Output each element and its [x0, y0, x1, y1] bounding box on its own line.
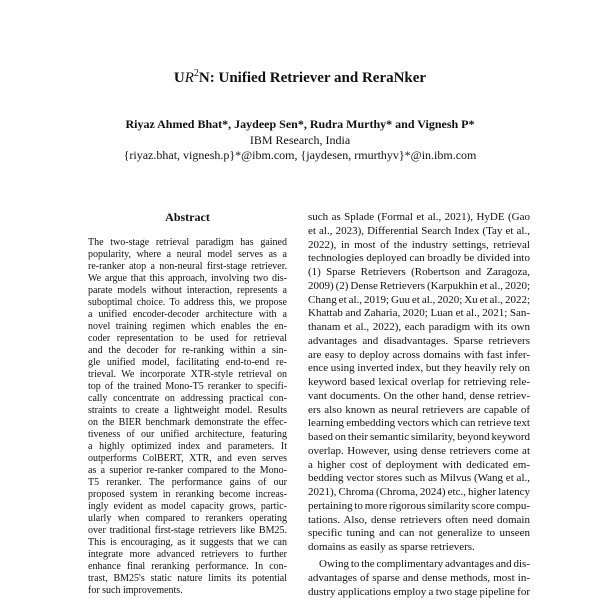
text-line: integrate more advanced retrievers to further	[88, 549, 287, 560]
text-line: re-ranker atop a non-neural first-stage retriever.	[88, 261, 287, 272]
text-line: on the BIER benchmark demonstrate the effec-	[88, 417, 287, 428]
text-line: parate models without interaction, represents a	[88, 285, 287, 296]
text-line: We argue that this approach, involving two dis-	[88, 273, 287, 284]
text-line: (1) Sparse Retrievers (Robertson and Zaragoza,	[308, 266, 530, 278]
text-line: 2022), in most of the industry settings, retrieval	[308, 238, 530, 251]
text-line: ence using inverted index, but they heavily rely on	[308, 362, 530, 375]
text-line: trieval. We incorporate XTR-style retrieval on	[88, 369, 287, 380]
text-line: over traditional first-stage retrievers like BM25.	[88, 525, 287, 536]
text-line: proposed system in reranking become increas-	[88, 489, 287, 500]
text-line: overlap. However, using dense retrievers come at	[308, 444, 530, 457]
text-line: are easy to deploy across domains with fast infer-	[308, 348, 530, 361]
text-line: dustry applications employ a two stage pipeline for	[308, 585, 530, 598]
text-line: T5 reranker. The performance gains of our	[88, 477, 287, 488]
text-line: advantages of sparse and dense methods, most in-	[308, 572, 530, 584]
abstract-heading: Abstract	[165, 210, 210, 224]
text-line: cally concentrate on addressing practical con-	[88, 393, 287, 404]
text-line: and the decoder for re-ranking within a sin-	[88, 345, 287, 356]
title-letter-u: U	[173, 70, 185, 86]
text-line: coder representation to be used for retrieval	[88, 333, 287, 344]
text-line: bedding vector stores such as Milvus (Wang et al.,	[308, 472, 530, 485]
text-line: such as Splade (Formal et al., 2021), HyDE (Gao	[308, 211, 530, 223]
text-line: ularly when compared to rerankers operating	[88, 513, 287, 524]
text-line: straints to create a lightweight model. Results	[88, 405, 287, 416]
text-line: thanam et al., 2022), each paradigm with its own	[308, 321, 530, 333]
text-line: as a superior re-ranker compared to the Mono-	[88, 465, 287, 476]
text-line: tations. Also, dense retrievers often need domain	[308, 513, 530, 526]
text-line: based on their semantic similarity, beyond keyword	[308, 431, 530, 443]
text-line: pertaining to more rigorous similarity score compu-	[308, 499, 530, 512]
author-list: Riyaz Ahmed Bhat*, Jaydeep Sen*, Rudra Murthy* and Vignesh P*	[125, 117, 475, 131]
paper-title	[0, 69, 600, 87]
text-line: keyword based lexical overlap for retrieving rele-	[308, 376, 530, 388]
text-line: domains as easily as sparse retrievers.	[308, 541, 475, 553]
author-emails: {riyaz.bhat, vignesh.p}*@ibm.com, {jaydesen, rmurthyv}*@in.ibm.com	[123, 148, 477, 162]
text-line: ers also known as neural retrievers are capable of	[308, 403, 530, 416]
text-line: a unified encoder-decoder architecture with a	[88, 309, 287, 320]
text-line: advantages and disadvantages. Sparse retrievers	[308, 334, 530, 347]
text-line: ingly evident as model capacity grows, partic-	[88, 501, 287, 512]
text-line: The two-stage retrieval paradigm has gained	[88, 237, 287, 248]
text-line: technologies deployed can broadly be divided into	[308, 252, 530, 265]
text-line: specific tuning and can not generalize to unseen	[308, 527, 530, 540]
text-line: vant documents. On the other hand, dense retriev-	[308, 389, 530, 402]
text-line: Owing to the complimentary advantages and dis-	[319, 558, 530, 571]
right-column	[308, 211, 530, 600]
text-line: Khattab and Zaharia, 2020; Luan et al., 2021; San-	[308, 307, 530, 320]
text-line: enhance final reranking performance. In con-	[88, 561, 287, 572]
text-line: novel training regimen which enables the en-	[88, 321, 287, 332]
text-line: trast, BM25's static nature limits its potential	[88, 573, 287, 584]
title-superscript: 2	[193, 68, 199, 79]
title-letter-r: R	[184, 70, 194, 86]
text-line: top of the trained Mono-T5 reranker to specifi-	[88, 381, 287, 392]
body-paragraph	[308, 211, 530, 555]
text-line: outperforms ColBERT, XTR, and even serves	[88, 453, 287, 464]
text-line: 2021), Chroma (Chroma, 2024) etc., higher latency	[308, 486, 530, 498]
text-line: popularity, where a neural model serves as a	[88, 249, 287, 260]
text-line: et al., 2023), Differential Search Index (Tay et al.,	[308, 224, 530, 237]
text-line: gle unified model, facilitating end-to-end re-	[88, 357, 287, 368]
title-text: N: Unified Retriever and ReraNker	[198, 70, 427, 86]
text-line: This is encouraging, as it suggests that we can	[88, 537, 287, 548]
text-line: a highly optimized index and parameters. It	[88, 441, 287, 452]
text-line: learning embedding vectors which can retrieve text	[308, 417, 530, 430]
affiliation: IBM Research, India	[249, 133, 351, 147]
text-line: for such improvements.	[88, 585, 183, 596]
text-line: 2009) (2) Dense Retrievers (Karpukhin et al., 2020;	[308, 279, 530, 292]
body-paragraph	[308, 558, 530, 599]
text-line: tiveness of our unified architecture, featuring	[88, 429, 287, 440]
abstract-text	[88, 237, 287, 597]
text-line: a higher cost of deployment with dedicated em-	[308, 458, 530, 471]
text-line: suboptimal choice. To address this, we propose	[88, 297, 287, 308]
text-line: Chang et al., 2019; Guu et al., 2020; Xu et al., 2022;	[308, 293, 531, 306]
